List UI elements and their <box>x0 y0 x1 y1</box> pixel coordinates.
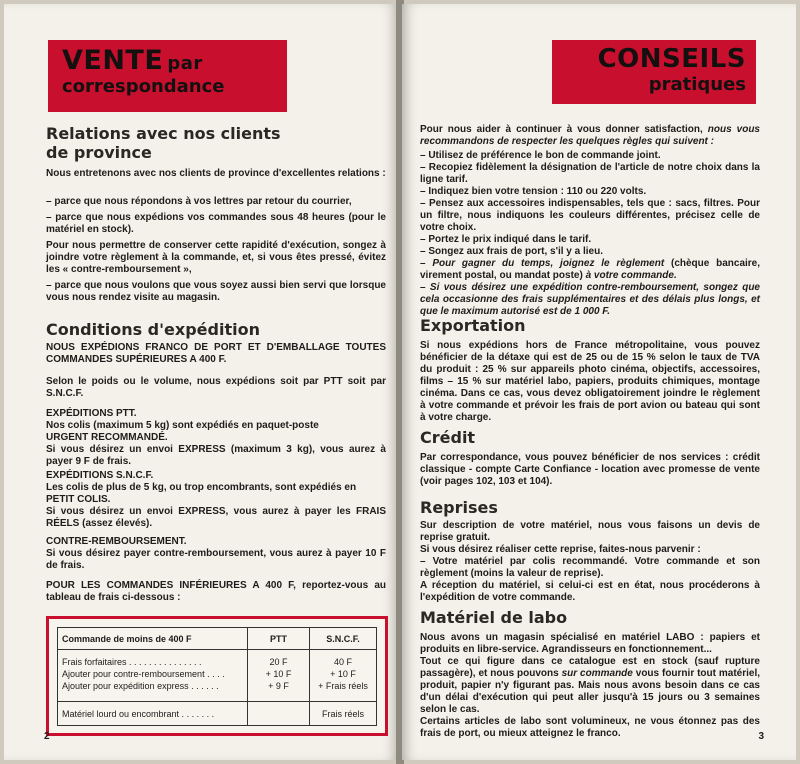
banner-title-suffix: par <box>167 53 203 74</box>
list-item: – Indiquez bien votre tension : 110 ou 220 volts. <box>420 186 647 197</box>
intro-lead-italic: nous vous recommandons de respecter les quelques règles qui suivent : <box>420 124 760 147</box>
labo-block: Nous avons un magasin spécialisé en matériel LABO : papiers et produits en libre-service. Agrandisseurs en fonctionnement... Tout ce qui figure dans ce catalogue est en stock (sauf rupture passagère), et nous pouvons sur commande vous fournir tout matériel, produit, papier n'y figurant pas. Mais nous avons besoin dans ce cas d'un délai d'exécution qui peut aller jusqu'à 15 jours ou 3 semaines selon le cas. Certains articles de labo sont volumineux, ne vous étonnez pas des frais de port, ou mieux atteignez le franco. <box>420 632 761 739</box>
sncf-title: EXPÉDITIONS S.N.C.F. <box>46 470 154 481</box>
row-label: Ajouter pour expédition express . . . . . . <box>62 681 219 691</box>
banner-title: VENTE <box>62 45 164 76</box>
intro-lead: Pour nous aider à continuer à vous donner satisfaction, <box>420 124 703 135</box>
table-header-row <box>58 628 377 650</box>
row-label: Ajouter pour contre-remboursement . . . . <box>62 669 225 679</box>
conditions-heading: Conditions d'expédition <box>46 320 260 339</box>
list-item: – Pour gagner du temps, joignez le règlement (chèque bancaire, virement postal, ou mandat poste) à votre commande. <box>420 258 761 281</box>
sncf-value: 40 F <box>333 657 352 667</box>
table-header-commande: Commande de moins de 400 F <box>58 628 248 650</box>
ptt-value: 20 F <box>269 657 288 667</box>
list-item: – Songez aux frais de port, s'il y a lieu. <box>420 246 603 257</box>
table-header-ptt: PTT <box>248 628 310 650</box>
ptt-value <box>248 702 310 726</box>
sncf-text2: PETIT COLIS. <box>46 494 111 505</box>
sncf-value: Frais réels <box>310 702 377 726</box>
list-item: – Portez le prix indiqué dans le tarif. <box>420 234 592 245</box>
conseils-intro <box>420 124 760 148</box>
table-row <box>58 702 377 726</box>
vente-banner <box>48 40 287 112</box>
reprises-heading: Reprises <box>420 498 498 517</box>
ptt-text3: Si vous désirez un envoi EXPRESS (maximum 3 kg), vous aurez à payer 9 F de frais. <box>46 444 386 467</box>
right-page <box>402 4 796 760</box>
conseils-list <box>420 150 760 318</box>
inferieures-text: POUR LES COMMANDES INFÉRIEURES A 400 F, reportez-vous au tableau de frais ci-dessous : <box>46 580 386 603</box>
poids-text: Selon le poids ou le volume, nous expédions soit par PTT soit par S.N.C.F. <box>46 376 386 399</box>
sncf-value: + Frais réels <box>318 681 368 691</box>
ptt-value: + 9 F <box>268 681 289 691</box>
table-header-sncf: S.N.C.F. <box>310 628 377 650</box>
relations-p3: – parce que nous expédions vos commandes sous 48 heures (pour le matériel en stock). <box>46 212 386 235</box>
exportation-heading: Exportation <box>420 316 526 335</box>
sncf-text1: Les colis de plus de 5 kg, ou trop encombrants, sont expédiés en <box>46 482 357 493</box>
banner-title: CONSEILS <box>597 44 746 74</box>
ptt-title: EXPÉDITIONS PTT. <box>46 408 137 419</box>
cr-text: Si vous désirez payer contre-remboursement, vous aurez à payer 10 F de frais. <box>46 548 386 571</box>
sncf-value: + 10 F <box>330 669 356 679</box>
ptt-value: + 10 F <box>265 669 292 679</box>
list-item: – Recopiez fidèlement la désignation de l'article de notre choix dans la ligne tarif. <box>420 162 760 185</box>
conseils-banner <box>552 40 756 104</box>
row-label: Frais forfaitaires . . . . . . . . . . . . . . . <box>62 657 202 667</box>
frais-table-box <box>46 616 388 736</box>
ptt-text1: Nos colis (maximum 5 kg) sont expédiés en paquet-poste <box>46 420 319 431</box>
relations-heading: Relations avec nos clients de province <box>46 124 281 162</box>
cr-title: CONTRE-REMBOURSEMENT. <box>46 536 187 547</box>
relations-p1: Nous entretenons avec nos clients de province d'excellentes relations : <box>46 168 386 179</box>
ptt-text2: URGENT RECOMMANDÉ. <box>46 432 168 443</box>
relations-p2: – parce que nous répondons à vos lettres par retour du courrier, <box>46 196 352 207</box>
credit-heading: Crédit <box>420 428 476 447</box>
ptt-block <box>46 408 386 468</box>
relations-p4: Pour nous permettre de conserver cette rapidité d'exécution, songez à joindre votre règlement à la commande, et, si vous êtes pressé, évitez les « contre-remboursement », <box>46 240 386 275</box>
list-item: – Si vous désirez une expédition contre-remboursement, songez que cela occasionne des frais supplémentaires et des délais plus longs, et que le maximum autorisé est de 1 000 F. <box>420 282 760 317</box>
exportation-text: Si nous expédions hors de France métropolitaine, vous pouvez bénéficier de la détaxe qui est de 25 ou de 15 % selon le taux de TVA du produit : 25 % sur appareils photo cinéma, objectifs, accessoires, films – 15 % sur matériel labo, papiers, produits chimiques, montage cinéma. Dans ce cas, vous devez obligatoirement joindre le règlement à votre commande et prévoir les frais de port avion ou bateau qui sont à votre charge. <box>420 340 760 423</box>
sncf-text3: Si vous désirez un envoi EXPRESS, vous aurez à payer les FRAIS RÉELS (assez élevés). <box>46 506 386 529</box>
row-label: Matériel lourd ou encombrant . . . . . . . <box>58 702 248 726</box>
credit-text: Par correspondance, vous pouvez bénéficier de nos services : crédit classique - compte Carte Confiance - location avec promesse de vente (voir pages 102, 103 et 104). <box>420 452 760 487</box>
list-item: – Utilisez de préférence le bon de commande joint. <box>420 150 661 161</box>
reprises-block: Sur description de votre matériel, nous vous faisons un devis de reprise gratuit. Si vous désirez réaliser cette reprise, faites-nous parvenir : – Votre matériel par colis recommandé. Votre commande et son règlement (moins la valeur de reprise). A réception du matériel, si celui-ci est en état, nous procéderons à l'expédition de votre commande. <box>420 520 760 603</box>
franco-text: NOUS EXPÉDIONS FRANCO DE PORT ET D'EMBALLAGE TOUTES COMMANDES SUPÉRIEURES A 400 F. <box>46 342 386 365</box>
frais-table <box>57 627 377 726</box>
list-item: – Pensez aux accessoires indispensables, tels que : sacs, filtres. Pour un filtre, nous indiquons les couleurs différentes, précisez celle de votre choix. <box>420 198 760 233</box>
page-number-left: 2 <box>44 731 50 742</box>
relations-p5: – parce que nous voulons que vous soyez aussi bien servi que lorsque vous nous rendez visite au magasin. <box>46 280 386 303</box>
labo-heading: Matériel de labo <box>420 608 568 627</box>
page-number-right: 3 <box>758 731 764 742</box>
banner-subtitle: pratiques <box>648 74 746 95</box>
left-page <box>4 4 398 760</box>
table-row <box>58 650 377 702</box>
sncf-block <box>46 470 386 530</box>
cr-block <box>46 536 386 572</box>
banner-subtitle: correspondance <box>62 76 225 97</box>
